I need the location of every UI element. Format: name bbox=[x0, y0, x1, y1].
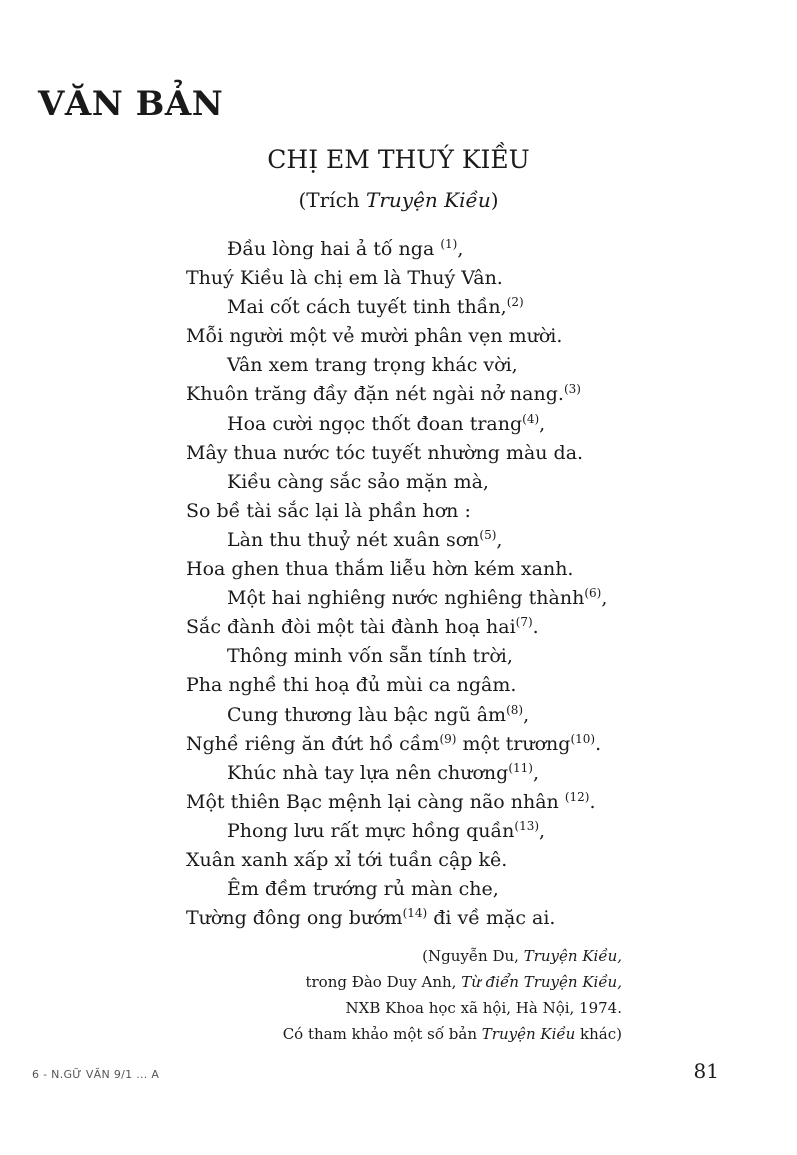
poem-line-text: Làn thu thuỷ nét xuân sơn bbox=[227, 528, 480, 551]
footnote-marker: (11) bbox=[508, 760, 533, 775]
poem-line-text: Phong lưu rất mực hồng quần bbox=[227, 819, 515, 842]
footnote-marker: (5) bbox=[479, 527, 497, 542]
poem-line-text: Sắc đành đòi một tài đành hoạ hai bbox=[186, 616, 516, 639]
poem-line bbox=[186, 235, 746, 264]
poem-line bbox=[186, 468, 746, 497]
subtitle-work: Truyện Kiều bbox=[366, 188, 491, 212]
source-work: Truyện Kiều bbox=[481, 1025, 576, 1043]
poem-line-text: So bề tài sắc lại là phần hơn : bbox=[186, 499, 471, 522]
poem-line-text: Êm đềm trướng rủ màn che, bbox=[227, 878, 499, 901]
poem-line-text: Pha nghề thi hoạ đủ mùi ca ngâm. bbox=[186, 674, 517, 697]
poem-line-text: Xuân xanh xấp xỉ tới tuần cập kê. bbox=[186, 848, 508, 871]
poem-line bbox=[186, 293, 746, 322]
poem-line bbox=[186, 759, 746, 788]
poem-line-text: Thông minh vốn sẵn tính trời, bbox=[227, 645, 513, 668]
poem-line-text: , bbox=[496, 528, 503, 551]
footnote-marker: (4) bbox=[522, 411, 540, 426]
poem-line-text: Mỗi người một vẻ mười phân vẹn mười. bbox=[186, 325, 563, 348]
poem-line bbox=[186, 701, 746, 730]
source-work: Truyện Kiều, bbox=[523, 947, 622, 965]
poem-line-text: , bbox=[523, 703, 530, 726]
poem-line-text: Một thiên Bạc mệnh lại càng não nhân bbox=[186, 790, 565, 813]
poem-line-text: Thuý Kiều là chị em là Thuý Vân. bbox=[186, 267, 503, 290]
poem-line bbox=[186, 322, 746, 351]
poem-line bbox=[186, 904, 746, 933]
footnote-marker: (12) bbox=[564, 789, 590, 804]
poem-line bbox=[186, 497, 746, 526]
poem-line-text: . bbox=[589, 790, 596, 813]
poem-line-text: . bbox=[595, 732, 602, 755]
footnote-marker: (14) bbox=[402, 906, 428, 921]
source-line bbox=[283, 969, 622, 995]
section-heading: VĂN BẢN bbox=[38, 84, 224, 124]
source-line bbox=[283, 1021, 622, 1047]
poem-line-text: Tường đông ong bướm bbox=[186, 907, 403, 930]
poem-line bbox=[186, 584, 746, 613]
poem-body bbox=[186, 235, 746, 933]
source-line bbox=[283, 995, 622, 1021]
poem-line bbox=[186, 526, 746, 555]
poem-line bbox=[186, 351, 746, 380]
poem-line bbox=[186, 410, 746, 439]
poem-line bbox=[186, 613, 746, 642]
poem-line-text: Nghề riêng ăn đứt hồ cầm bbox=[186, 732, 440, 755]
poem-line bbox=[186, 730, 746, 759]
poem-line-text: , bbox=[539, 412, 546, 435]
page-number: 81 bbox=[693, 1059, 719, 1083]
poem-line-text: Mai cốt cách tuyết tinh thần, bbox=[227, 296, 507, 319]
footnote-marker: (8) bbox=[506, 702, 524, 717]
footnote-marker: (9) bbox=[439, 731, 457, 746]
poem-line-text: một trương bbox=[456, 732, 571, 755]
source-text: trong Đào Duy Anh, bbox=[305, 973, 462, 991]
poem-line-text: , bbox=[457, 238, 464, 260]
footnote-marker: (10) bbox=[570, 731, 596, 746]
poem-line-text: đi về mặc ai. bbox=[427, 907, 556, 930]
footer-signature: 6 - N.GỮ VĂN 9/1 ... A bbox=[32, 1068, 160, 1081]
poem-line bbox=[186, 846, 746, 875]
poem-line-text: Khúc nhà tay lựa nên chương bbox=[227, 761, 509, 784]
source-work: Từ điển Truyện Kiều, bbox=[461, 973, 622, 991]
source-text: Có tham khảo một số bản bbox=[282, 1025, 482, 1043]
poem-line bbox=[186, 817, 746, 846]
footnote-marker: (2) bbox=[506, 295, 524, 310]
poem-line-text: Đầu lòng hai ả tố nga bbox=[227, 238, 441, 260]
poem-line bbox=[186, 788, 746, 817]
poem-line-text: Vân xem trang trọng khác vời, bbox=[227, 354, 518, 377]
poem-line-text: Hoa ghen thua thắm liễu hờn kém xanh. bbox=[186, 558, 574, 581]
footnote-marker: (13) bbox=[514, 818, 540, 833]
poem-line-text: Cung thương làu bậc ngũ âm bbox=[227, 703, 507, 726]
poem-title: CHỊ EM THUÝ KIỀU bbox=[267, 145, 530, 174]
poem-line-text: Khuôn trăng đầy đặn nét ngài nở nang. bbox=[186, 383, 564, 406]
subtitle-suffix: ) bbox=[490, 188, 499, 212]
source-text: khác) bbox=[575, 1025, 622, 1043]
poem-line-text: . bbox=[532, 616, 539, 639]
source-line bbox=[283, 943, 622, 969]
poem-line-text: Mây thua nước tóc tuyết nhường màu da. bbox=[186, 441, 584, 464]
poem-line-text: , bbox=[539, 819, 546, 842]
poem-line-text: , bbox=[601, 587, 608, 610]
footnote-marker: (3) bbox=[563, 382, 581, 397]
poem-line-text: , bbox=[532, 761, 540, 784]
subtitle-prefix: (Trích bbox=[298, 188, 367, 212]
poem-line bbox=[186, 875, 746, 904]
poem-line bbox=[186, 671, 746, 700]
footnote-marker: (1) bbox=[440, 237, 458, 251]
footnote-marker: (7) bbox=[515, 615, 533, 630]
poem-line bbox=[186, 380, 746, 409]
source-text: (Nguyễn Du, bbox=[422, 947, 524, 965]
poem-line bbox=[186, 555, 746, 584]
poem-line bbox=[186, 439, 746, 468]
poem-line-text: Kiều càng sắc sảo mặn mà, bbox=[227, 470, 489, 493]
footnote-marker: (6) bbox=[584, 586, 602, 601]
poem-line-text: Một hai nghiêng nước nghiêng thành bbox=[227, 587, 585, 610]
poem-subtitle bbox=[0, 188, 797, 212]
source-citation bbox=[283, 943, 622, 1047]
poem-line-text: Hoa cười ngọc thốt đoan trang bbox=[227, 412, 523, 435]
poem-line bbox=[186, 642, 746, 671]
source-text: NXB Khoa học xã hội, Hà Nội, 1974. bbox=[345, 999, 622, 1017]
poem-line bbox=[186, 264, 746, 293]
